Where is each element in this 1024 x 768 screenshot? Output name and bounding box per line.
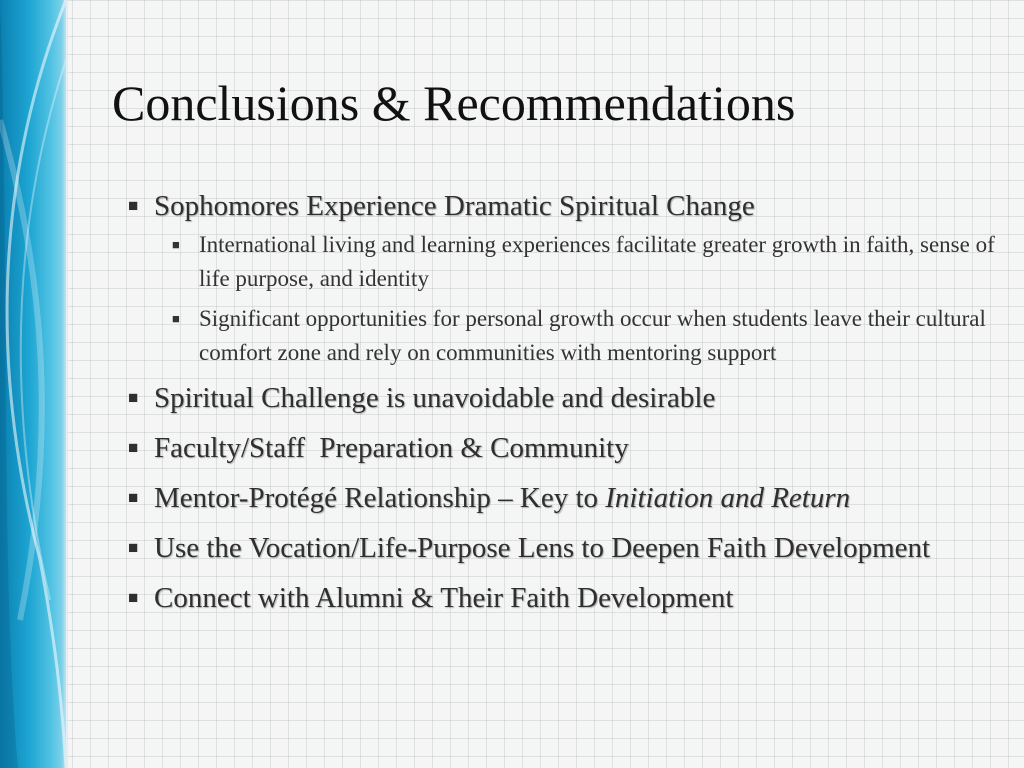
decorative-side-band (0, 0, 66, 768)
bullet-item (128, 478, 998, 518)
bullet-text-italic: Initiation and Return (605, 482, 851, 514)
square-bullet-icon: ■ (128, 488, 139, 507)
bullet-item (128, 578, 998, 618)
bullet-item (128, 186, 998, 226)
bullet-item (128, 528, 998, 568)
bullet-text: Faculty/Staff Preparation & Community (154, 432, 629, 464)
sub-bullet-item (172, 302, 998, 370)
sub-bullet-text: Significant opportunities for personal growth occur when students leave their cultural comfort zone and rely on communities with mentoring support (199, 306, 986, 365)
bullet-item (128, 428, 998, 468)
decorative-swoosh-graphic (0, 0, 66, 768)
bullet-list (128, 186, 998, 628)
square-bullet-icon: ■ (128, 196, 139, 215)
square-bullet-icon: ■ (172, 311, 180, 326)
bullet-text: Use the Vocation/Life-Purpose Lens to Deepen Faith Development (154, 532, 931, 564)
sub-bullet-text: International living and learning experiences facilitate greater growth in faith, sense of life purpose, and identity (199, 232, 995, 291)
square-bullet-icon: ■ (128, 388, 139, 407)
bullet-text: Mentor-Protégé Relationship – Key to (154, 482, 606, 514)
square-bullet-icon: ■ (128, 438, 139, 457)
bullet-text: Connect with Alumni & Their Faith Development (154, 582, 734, 614)
slide-title: Conclusions & Recommendations (112, 75, 796, 131)
sub-bullet-item (172, 228, 998, 296)
square-bullet-icon: ■ (172, 237, 180, 252)
side-band-edge (62, 0, 68, 768)
bullet-text: Sophomores Experience Dramatic Spiritual Change (154, 190, 755, 222)
bullet-text: Spiritual Challenge is unavoidable and desirable (154, 382, 716, 414)
bullet-item (128, 378, 998, 418)
square-bullet-icon: ■ (128, 538, 139, 557)
square-bullet-icon: ■ (128, 588, 139, 607)
